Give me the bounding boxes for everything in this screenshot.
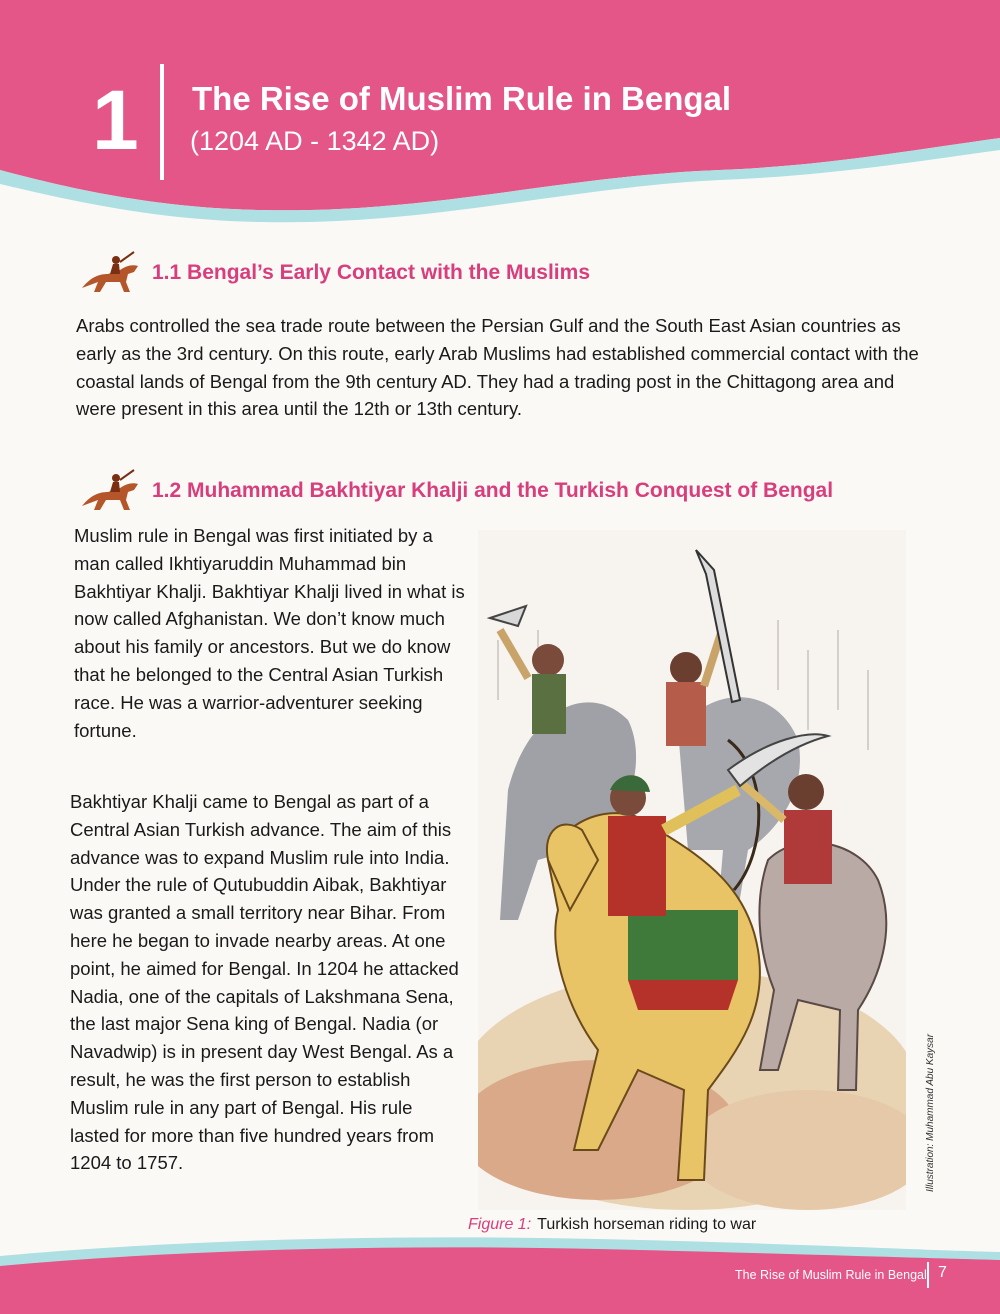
horseman-icon [76, 466, 146, 516]
page-number: 7 [938, 1264, 947, 1281]
chapter-header-banner [0, 0, 1000, 240]
horseman-icon [76, 248, 146, 298]
figure-caption-text: Turkish horseman riding to war [537, 1216, 757, 1233]
section-heading-1-2 [76, 466, 833, 516]
chapter-number: 1 [92, 73, 139, 167]
chapter-divider [160, 64, 164, 180]
paragraph-khalji-conquest: Bakhtiyar Khalji came to Bengal as part of a Central Asian Turkish advance. The aim of this advance was to expand Muslim rule into India. Under the rule of Qutubuddin Aibak, Bakhtiyar was granted a small territory near Bihar. From here he began to invade nearby areas. At one point, he aimed for Bengal. In 1204 he attacked Nadia, one of the capitals of Lakshmana Sena, the last major Sena king of Bengal. Nadia (or Navadwip) is in present day West Bengal. As a result, he was the first person to establish Muslim rule in any part of Bengal. His rule lasted for more than five hundred years from 1204 to 1757. [70, 791, 459, 1174]
turkish-horsemen-illustration [478, 530, 906, 1210]
paragraph-khalji-origins: Muslim rule in Bengal was first initiated by a man called Ikhtiyaruddin Muhammad bin Bakhtiyar Khalji. Bakhtiyar Khalji lived in what is now called Afghanistan. We don’t know much about his family or ancestors. But we do know that he belonged to the Central Asian Turkish race. He was a warrior-adventurer seeking fortune. [74, 525, 465, 741]
section-title-1-1: 1.1 Bengal’s Early Contact with the Muslims [152, 261, 590, 284]
chapter-subtitle: (1204 AD - 1342 AD) [190, 126, 440, 156]
illustration-credit: Illustration: Muhammad Abu Kaysar [925, 1033, 936, 1192]
section-heading-1-1 [76, 248, 590, 298]
footer-divider [927, 1262, 929, 1288]
figure-label: Figure 1: [468, 1216, 532, 1233]
footer-running-title: The Rise of Muslim Rule in Bengal [735, 1268, 927, 1282]
paragraph-arab-trade: Arabs controlled the sea trade route between the Persian Gulf and the South East Asian countries as early as the 3rd century. On this route, early Arab Muslims had established commercial contact with the coastal lands of Bengal from the 9th century AD. They had a trading post in the Chittagong area and were present in this area until the 12th or 13th century. [76, 315, 919, 420]
section-title-1-2: 1.2 Muhammad Bakhtiyar Khalji and the Turkish Conquest of Bengal [152, 479, 834, 502]
chapter-title: The Rise of Muslim Rule in Bengal [192, 80, 732, 117]
